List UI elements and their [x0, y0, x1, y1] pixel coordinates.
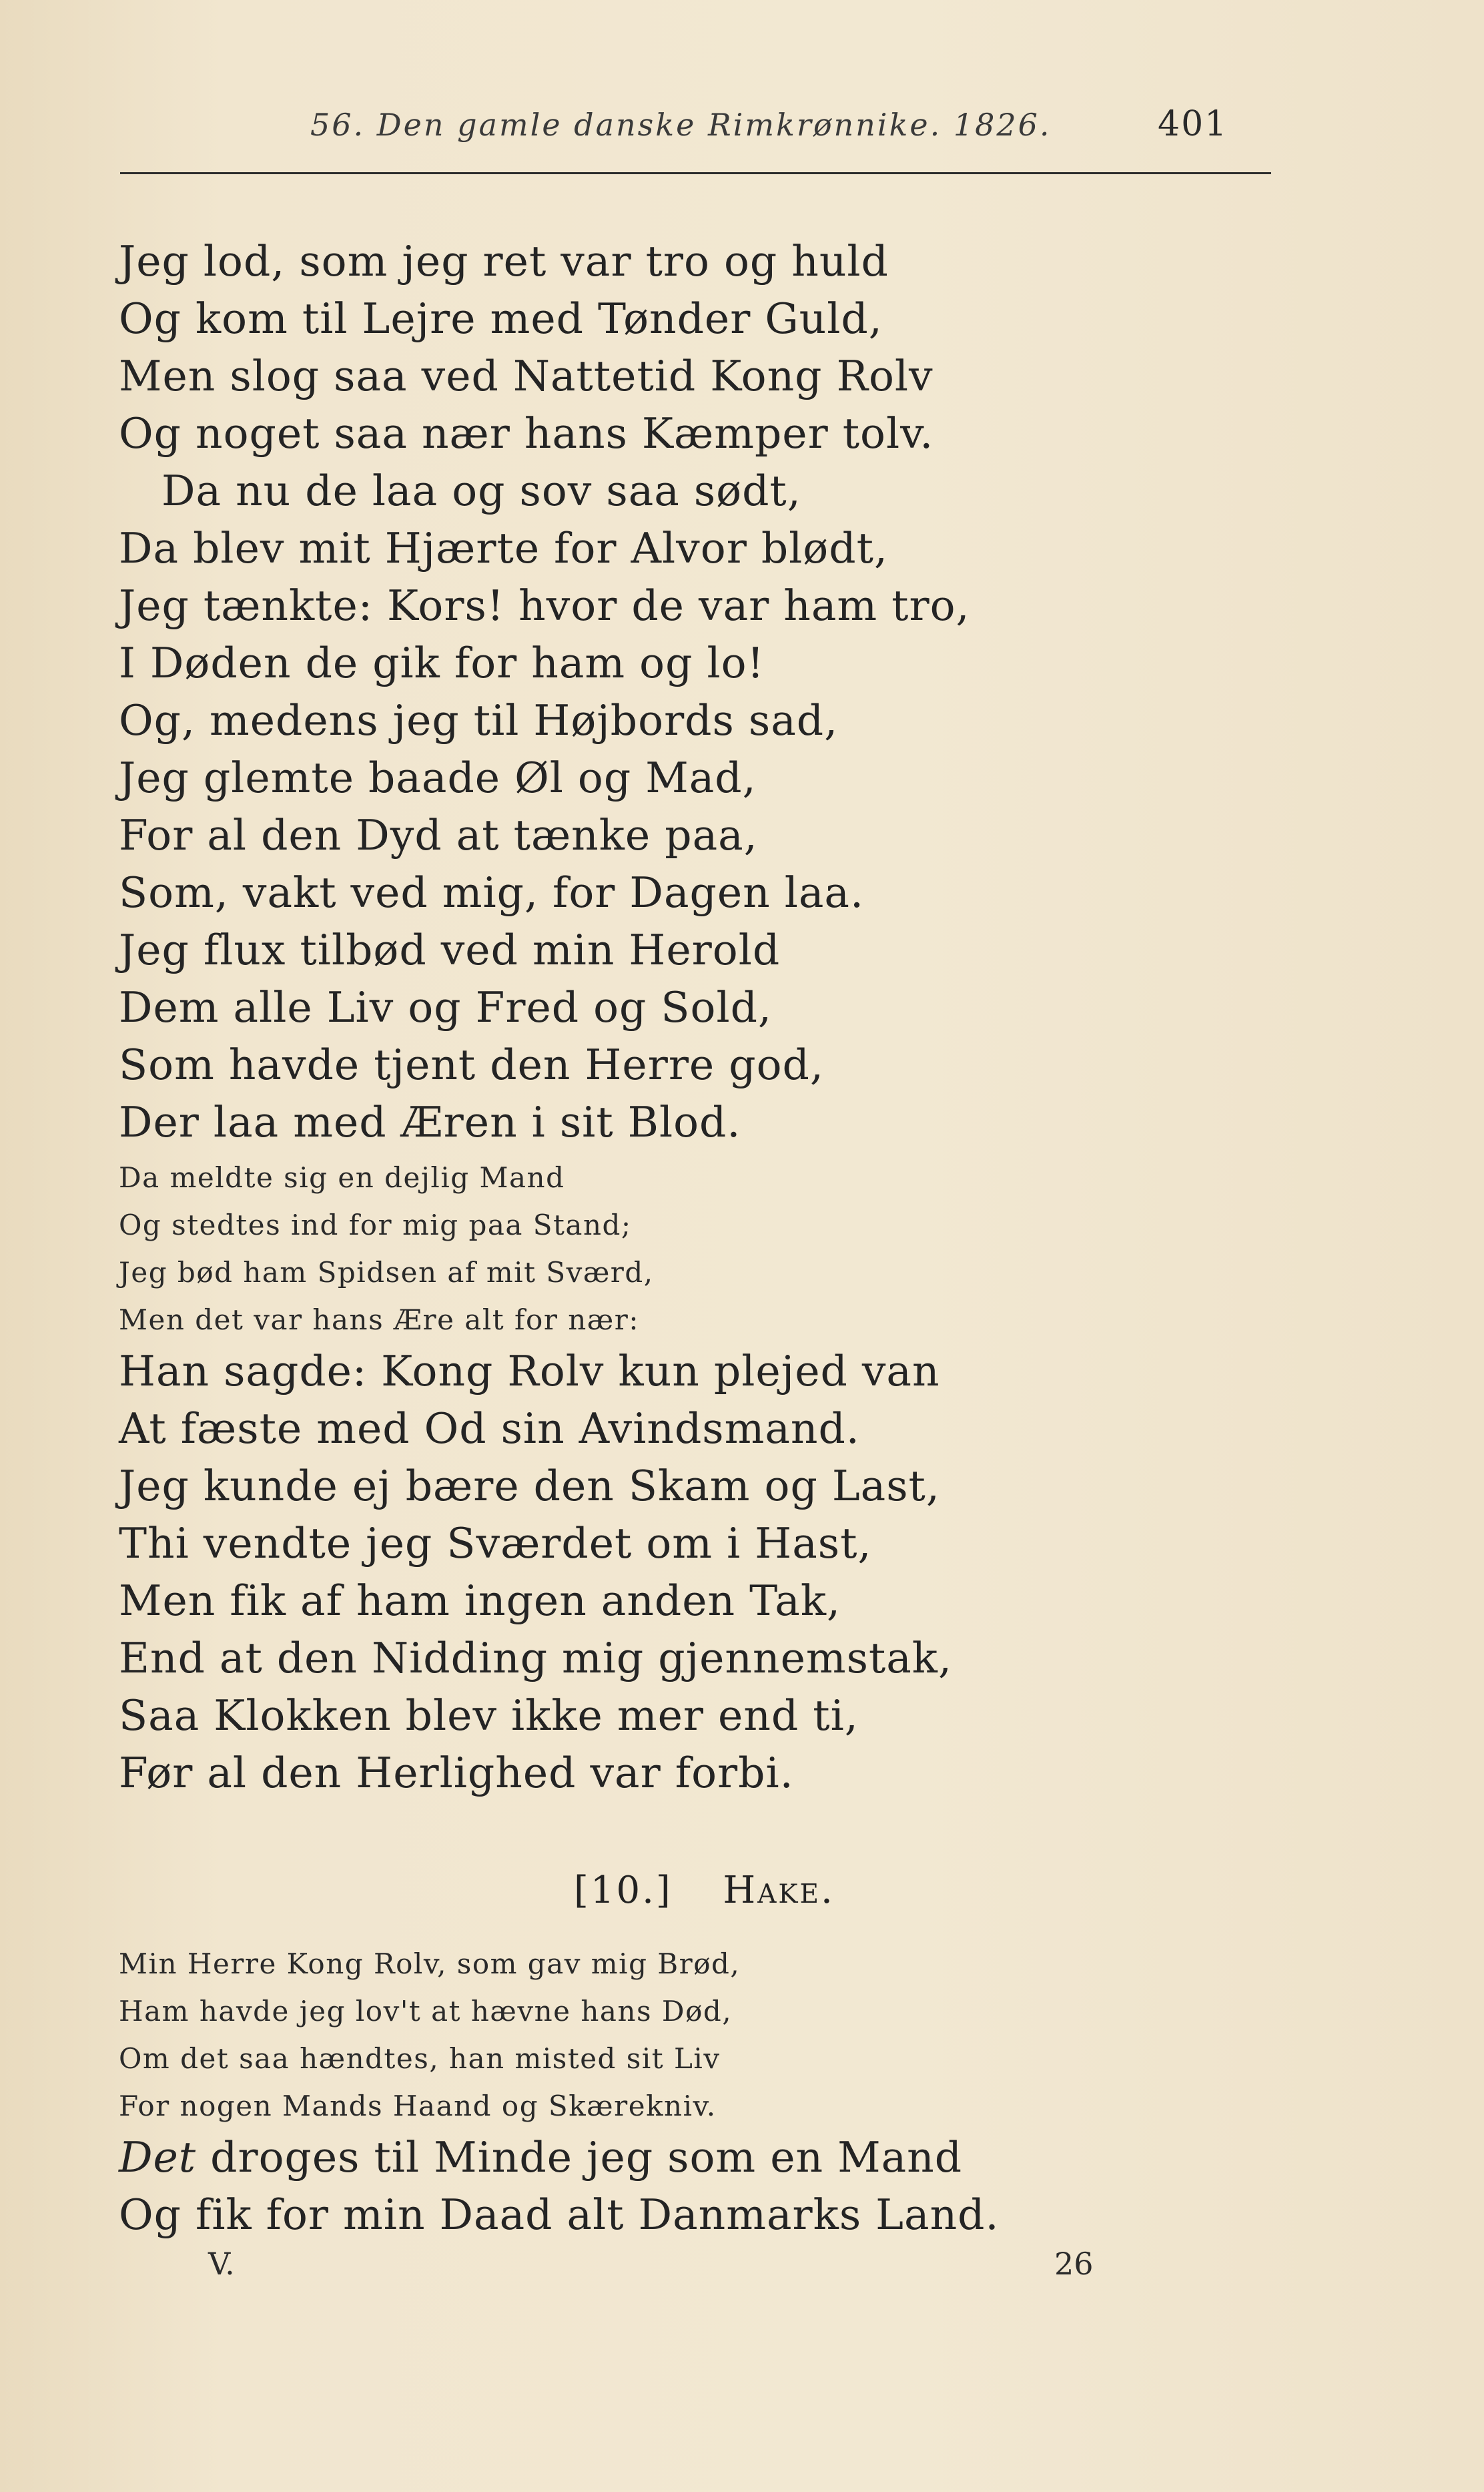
poem-line: Men fik af ham ingen anden Tak, [119, 1576, 841, 1625]
poem-line: For al den Dyd at tænke paa, [119, 811, 758, 860]
page-number: 401 [1158, 104, 1228, 144]
small-line: For nogen Mands Haand og Skærekniv. [119, 2090, 717, 2122]
poem-line: End at den Nidding mig gjennemstak, [119, 1634, 953, 1682]
poem-line: Dem alle Liv og Fred og Sold, [119, 983, 772, 1032]
poem-line: Der laa med Æren i sit Blod. [119, 1098, 741, 1147]
poem-line: Jeg tænkte: Kors! hvor de var ham tro, [119, 581, 970, 630]
section-title: Hake. [723, 1869, 835, 1912]
signature-mark: V. [208, 2246, 235, 2282]
poem-line: I Døden de gik for ham og lo! [119, 639, 765, 687]
poem-line: Før al den Herlighed var forbi. [119, 1749, 794, 1797]
poem-line-closing [119, 2133, 962, 2182]
small-line: Min Herre Kong Rolv, som gav mig Brød, [119, 1947, 741, 1980]
poem-line: Thi vendte jeg Sværdet om i Hast, [119, 1519, 872, 1568]
small-line: Om det saa hændtes, han misted sit Liv [119, 2042, 721, 2075]
running-head: 56. Den gamle danske Rimkrønnike. 1826. [310, 107, 1052, 143]
poem-line: Han sagde: Kong Rolv kun plejed van [119, 1347, 940, 1395]
poem-line: Jeg kunde ej bære den Skam og Last, [119, 1462, 940, 1510]
page-header [0, 100, 1484, 160]
poem-line-closing: Og fik for min Daad alt Danmarks Land. [119, 2190, 1000, 2239]
poem-line: Som havde tjent den Herre god, [119, 1040, 824, 1089]
poem-line: Og kom til Lejre med Tønder Guld, [119, 294, 883, 343]
small-line: Men det var hans Ære alt for nær: [119, 1303, 640, 1336]
section-number: [10.] [574, 1869, 673, 1912]
sheet-number: 26 [1054, 2246, 1094, 2282]
poem-line: Som, vakt ved mig, for Dagen laa. [119, 868, 865, 917]
poem-line: Jeg lod, som jeg ret var tro og huld [119, 237, 889, 286]
small-line: Da meldte sig en dejlig Mand [119, 1161, 565, 1194]
italic-word: Det [119, 2133, 197, 2182]
small-line: Jeg bød ham Spidsen af mit Sværd, [119, 1256, 654, 1289]
section-heading [574, 1869, 835, 1912]
small-line: Ham havde jeg lov't at hævne hans Død, [119, 1995, 733, 2028]
small-line: Og stedtes ind for mig paa Stand; [119, 1209, 632, 1241]
poem-line: Da blev mit Hjærte for Alvor blødt, [119, 524, 888, 573]
header-rule [120, 172, 1271, 174]
poem-line: Da nu de laa og sov saa sødt, [161, 466, 801, 515]
closing-line-rest: droges til Minde jeg som en Mand [196, 2133, 963, 2182]
poem-line: Saa Klokken blev ikke mer end ti, [119, 1691, 859, 1740]
poem-line: Men slog saa ved Nattetid Kong Rolv [119, 352, 934, 400]
poem-line: Jeg flux tilbød ved min Herold [119, 926, 781, 974]
poem-line: Og noget saa nær hans Kæmper tolv. [119, 409, 934, 458]
poem-line: Jeg glemte baade Øl og Mad, [119, 753, 757, 802]
poem-line: At fæste med Od sin Avindsmand. [119, 1404, 860, 1453]
poem-line: Og, medens jeg til Højbords sad, [119, 696, 839, 745]
